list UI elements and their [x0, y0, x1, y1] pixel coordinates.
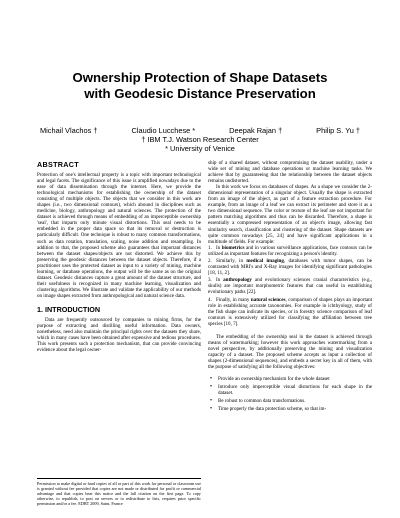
application-list	[208, 245, 372, 327]
list-item: 3. In anthropology and evolutionary sciences cranial characteristics (e.g., skulls) are important morphometric features that can useful in establishing evolutionary paths [22].	[208, 277, 373, 296]
author-name: Claudio Lucchese *	[131, 126, 196, 135]
introduction-heading: 1. INTRODUCTION	[37, 304, 101, 314]
list-item: • Introduce only imperceptible visual distortions for each shape in the dataset.	[208, 384, 372, 396]
paper-title-line-1: Ownership Protection of Shape Datasets	[72, 70, 328, 85]
body-paragraph: In this work we focus on databases of shapes. As a shape we consider the 2-dimensional representation of a singular object. Usually the shape is extracted from an image of the object, as part of a feature extraction procedure. For example, from an image of a leaf we can extract its perimeter and store it as a two dimensional sequence. The color or texture of the leaf are not important for pattern matching algorithms and thus can be discarded. Therefore, a shape is essentially a compressed representation of an object's image, allowing fast similarity search, classification and clustering of the dataset. Shape datasets are quite common nowadays [25, 24] and have significant applications in a multitude of fields. For example:	[208, 184, 372, 245]
list-item: 2. Similarly, in medical imaging, databases with tumor shapes, can be contrasted with MRI's and X-Ray images for identifying significant pathologies [18, 11, 2].	[208, 257, 373, 277]
introduction-text: Data are frequently outsourced by companies to mining firms, for the purpose of extracting and distilling useful information. Data owners, nonetheless, need also maintain the principal rights over the datasets they share, which in many cases have been obtained after expensive and tedious procedures. This work presents such a protection mechanism, that can provide convincing evidence about the legal owner-	[37, 316, 201, 354]
affiliation: * University of Venice	[165, 144, 235, 153]
abstract-text: Protection of one's intellectual property is a topic with important technological and legal facets. The significance of this issue is amplified nowadays due to the ease of data dissemination through the internet. Here, we provide the technological mechanisms for establishing the ownership of the dataset consisting of multiple objects. The objects that we consider in this work are shapes (i.e., two dimensional contours), which abound in disciplines such as medicine, biology, anthropology and natural sciences. The protection of the dataset is achieved through means of embedding of an imperceptible ownership 'seal', that imparts only minute visual distortions. This seal needs to be embedded in the proper data space so that its removal or destruction is particularly difficult. One technique is robust to many common transformations, such as data rotation, translation, scaling, noise addition and resampling. In addition to that, the proposed scheme also guarantees that important distances between the dataset shapes/objects are not distorted. We achieve this by preserving the geodesic distances between the dataset objects. Therefore, if a practitioner uses the protected dataset as input to a variety of mining, machine learning, or database operations, the output will be the same as on the original dataset. Geodesic distances capture a great amount of the dataset structure, and their usefulness is recognized in many machine learning, visualization and clustering algorithms. We illustrate and validate the applicability of our methods on image shapes extracted from anthropological and natural science data.	[37, 172, 201, 299]
list-item: • Be robust to common data transformations.	[208, 398, 372, 404]
body-paragraph: ship of a shared dataset, without compromising the dataset usability, under a wide set of mining and database operations or machine learning tasks. We achieve that by guaranteeing that the relationship between the dataset objects remains undistorted.	[208, 160, 372, 185]
author-name: Philip S. Yu †	[316, 126, 360, 135]
affiliation: † IBM T.J. Watson Research Center	[141, 135, 259, 144]
list-item: 1. In biometrics and in various surveillance applications, face contours can be utilized as important features for recognizing a person's identity.	[208, 244, 372, 257]
paper-title-line-2: with Geodesic Distance Preservation	[84, 86, 316, 101]
list-item: 4. Finally, in many natural sciences, comparison of shapes plays an important role in establishing accurate taxonomies. For example in ichthyology, study of the fish shape can indicate its species, or in forestry science comparison of leaf contours is extensively utilized for classifying the affiliation between tree species [10, 7].	[208, 296, 373, 327]
author-list	[40, 126, 360, 135]
left-column	[37, 160, 201, 353]
list-item: • Time properly the data protection scheme, so that im-	[208, 406, 372, 412]
author-name: Deepak Rajan †	[229, 126, 283, 135]
abstract-heading: ABSTRACT	[37, 160, 79, 169]
objectives-list	[208, 376, 372, 412]
author-name: Michail Vlachos †	[40, 126, 98, 135]
right-column	[208, 160, 372, 415]
body-paragraph: The embedding of the ownership seal in the dataset is achieved through means of watermarking; however this work approaches watermarking from a novel perspective, by additionally preserving the mining and visualization capacity of a dataset. The proposed scheme accepts as input a collection of shapes (2-dimensional sequences), and embeds a secret key in all of them, with the purpose of satisfying all the following objectives:	[208, 334, 372, 371]
copyright-footnote: Permission to make digital or hard copies of all or part of this work for personal or classroom use is granted without fee provided that copies are not made or distributed for profit or commercial advantage and that copies bear this notice and the full citation on the first page. To copy otherwise, to republish, to post on servers or to redistribute to lists, requires prior specific permission and/or a fee. EDBT 2009, Saint, France	[37, 478, 201, 506]
list-item: • Provide an ownership mechanism for the whole dataset	[208, 376, 372, 382]
